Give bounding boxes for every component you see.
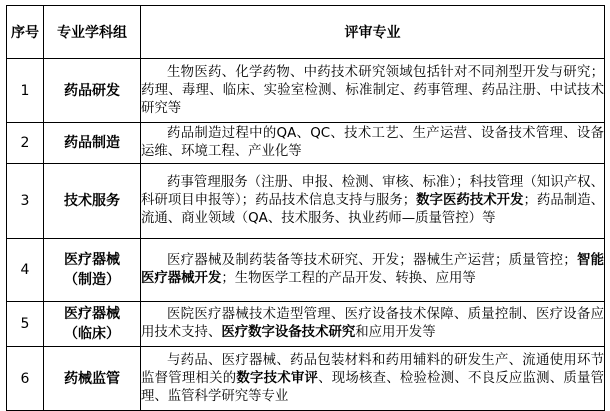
desc-highlight-text: 医疗数字设备技术研究 <box>221 325 356 340</box>
row-group: 药械监管 <box>44 347 141 411</box>
table-row <box>7 164 605 239</box>
row-desc <box>141 302 605 347</box>
table-row <box>7 347 605 411</box>
row-group: 药品研发 <box>44 59 141 123</box>
row-group-line2: （制造） <box>64 272 120 288</box>
table-row <box>7 123 605 164</box>
desc-text: 、现场核查、检验检测、不良反应监测、质量管理、监管科学研究等专业 <box>141 370 605 404</box>
row-seq: 5 <box>7 302 44 347</box>
row-seq: 4 <box>7 239 44 302</box>
row-seq: 3 <box>7 164 44 239</box>
row-desc <box>141 347 605 411</box>
desc-text: 生物医药、化学药物、中药技术研究领域包括针对不同剂型开发与研究；药理、毒理、临床、实验室检测、标准制定、药事管理、药品注册、中试技术研究等 <box>141 64 604 116</box>
table-header-row <box>7 6 605 59</box>
row-desc <box>141 123 605 164</box>
row-group-line1: 医疗器械 <box>64 306 120 322</box>
header-field: 评审专业 <box>141 6 605 59</box>
desc-highlight-text: 智能医疗器械开发 <box>141 253 605 286</box>
row-seq: 1 <box>7 59 44 123</box>
header-group: 专业学科组 <box>44 6 141 59</box>
desc-text: 医院医疗器械技术造型管理、医疗设备技术保障、质量控制、医疗设备应用技术支持、 <box>141 307 604 340</box>
desc-text: ；生物医学工程的产品开发、转换、应用等 <box>221 271 476 286</box>
row-desc <box>141 239 605 302</box>
row-group-line1: 医疗器械 <box>64 252 120 268</box>
row-group-line2: （临床） <box>64 326 120 342</box>
row-seq: 2 <box>7 123 44 164</box>
desc-text: ；药品制造、流通、商业领域（QA、技术服务、执业药师—质量管控）等 <box>141 193 605 226</box>
desc-text: 药事管理服务（注册、申报、检测、审核、标准）；科技管理（知识产权、科研项目申报等）；药品技术信息支持与服务； <box>141 175 604 208</box>
row-desc <box>141 164 605 239</box>
table-row <box>7 239 605 302</box>
desc-text: 医疗器械及制药装备等技术研究、开发；器械生产运营；质量管控； <box>167 253 577 268</box>
review-specialty-table <box>6 5 605 411</box>
row-group: 药品制造 <box>44 123 141 164</box>
header-seq: 序号 <box>7 6 44 59</box>
row-group <box>44 302 141 347</box>
desc-text: 药品制造过程中的QA、QC、技术工艺、生产运营、设备技术管理、设备运维、环境工程、产业化等 <box>141 126 604 159</box>
table-row <box>7 302 605 347</box>
desc-text: 和应用开发等 <box>355 325 436 340</box>
desc-highlight-text: 数字技术审评 <box>236 370 319 386</box>
row-group <box>44 239 141 302</box>
desc-text: 与药品、医疗器械、药品包装材料和药用辅料的研发生产、流通使用环节监督管理相关的 <box>141 352 604 386</box>
table-row <box>7 59 605 123</box>
row-group: 技术服务 <box>44 164 141 239</box>
desc-highlight-text: 数字医药技术开发 <box>416 193 524 208</box>
row-seq: 6 <box>7 347 44 411</box>
row-desc <box>141 59 605 123</box>
